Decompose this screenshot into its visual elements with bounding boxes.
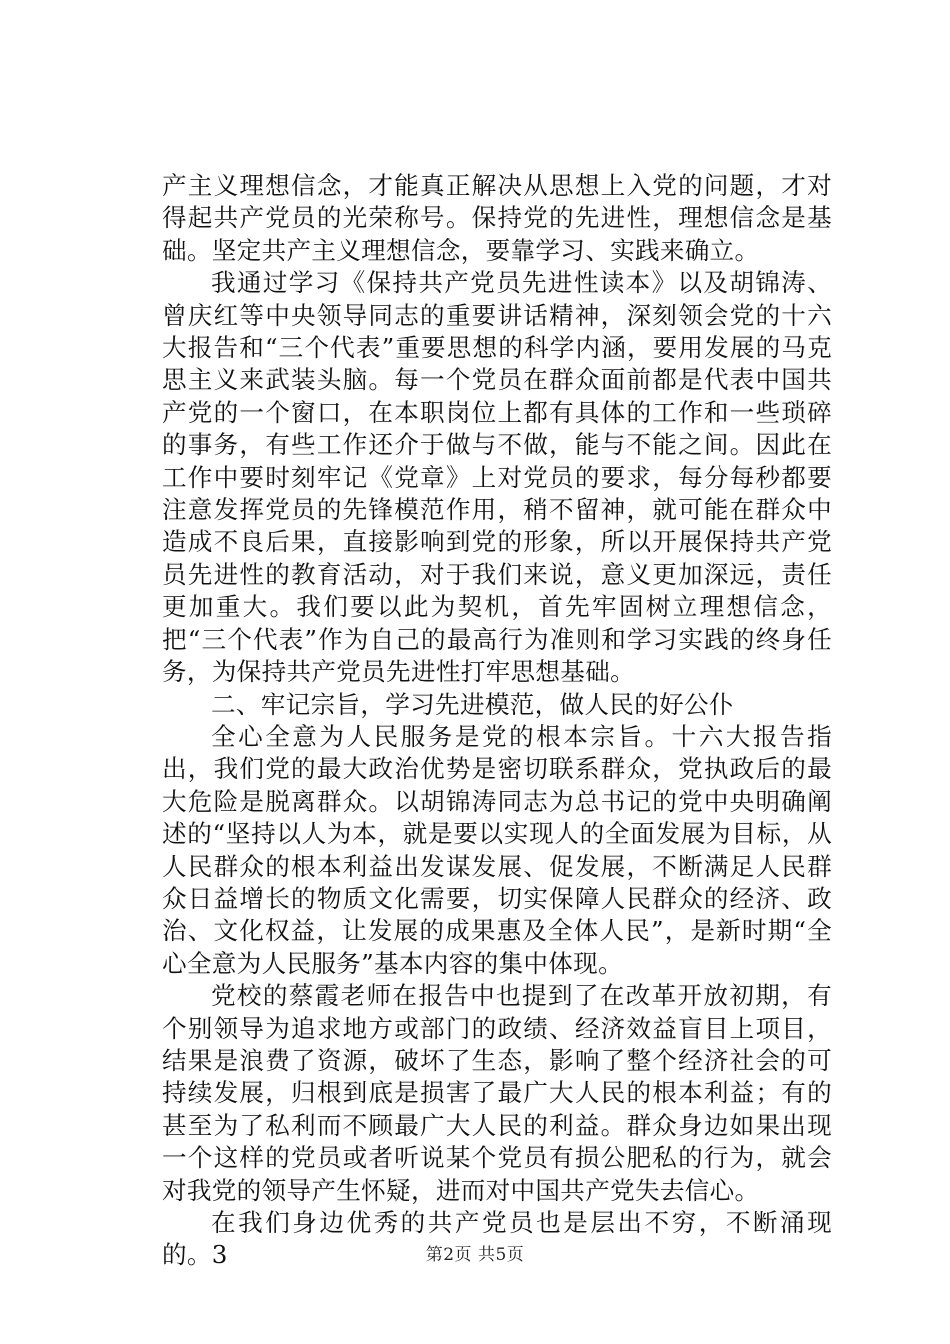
paragraph-party-purpose: 全心全意为人民服务是党的根本宗旨。十六大报告指出，我们党的最大政治优势是密切联系群众，党执政后的最大危险是脱离群众。以胡锦涛同志为总书记的党中央明确阐述的“坚持以人为本，就是要以实现人的全面发展为目标，从人民群众的根本利益出发谋发展、促发展，不断满足人民群众日益增长的物质文化需要，切实保障人民群众的经济、政治、文化权益，让发展的成果惠及全体人民”，是新时期“全心全意为人民服务”基本内容的集中体现。 [162, 721, 832, 978]
paragraph-outstanding-members: 在我们身边优秀的共产党员也是层出不穷，不断涌现的。3 [162, 1208, 832, 1270]
paragraph-continuation: 产主义理想信念，才能真正解决从思想上入党的问题，才对得起共产党员的光荣称号。保持党的先进性，理想信念是基础。坚定共产主义理想信念，要靠学习、实践来确立。 [162, 171, 832, 265]
paragraph-party-school-report: 党校的蔡霞老师在报告中也提到了在改革开放初期，有个别领导为追求地方或部门的政绩、经济效益盲目上项目，结果是浪费了资源，破坏了生态，影响了整个经济社会的可持续发展，归根到底是损害了最广大人民的根本利益；有的甚至为了私利而不顾最广大人民的利益。群众身边如果出现一个这样的党员或者听说某个党员有损公肥私的行为，就会对我党的领导产生怀疑，进而对中国共产党失去信心。 [162, 981, 832, 1205]
page-number-footer: 第2页 共5页 [425, 1245, 525, 1265]
document-body [162, 170, 832, 1272]
section-heading: 二、牢记宗旨，学习先进模范，做人民的好公仆 [211, 689, 734, 719]
paragraph-study-reflection: 我通过学习《保持共产党员先进性读本》以及胡锦涛、曾庆红等中央领导同志的重要讲话精神，深刻领会党的十六大报告和“三个代表”重要思想的科学内涵，要用发展的马克思主义来武装头脑。每一个党员在群众面前都是代表中国共产党的一个窗口，在本职岗位上都有具体的工作和一些琐碎的事务，有些工作还介于做与不做，能与不能之间。因此在工作中要时刻牢记《党章》上对党员的要求，每分每秒都要注意发挥党员的先锋模范作用，稍不留神，就可能在群众中造成不良后果，直接影响到党的形象，所以开展保持共产党员先进性的教育活动，对于我们来说，意义更加深远，责任更加重大。我们要以此为契机，首先牢固树立理想信念，把“三个代表”作为自己的最高行为准则和学习实践的终身任务，为保持共产党员先进性打牢思想基础。 [162, 268, 832, 687]
